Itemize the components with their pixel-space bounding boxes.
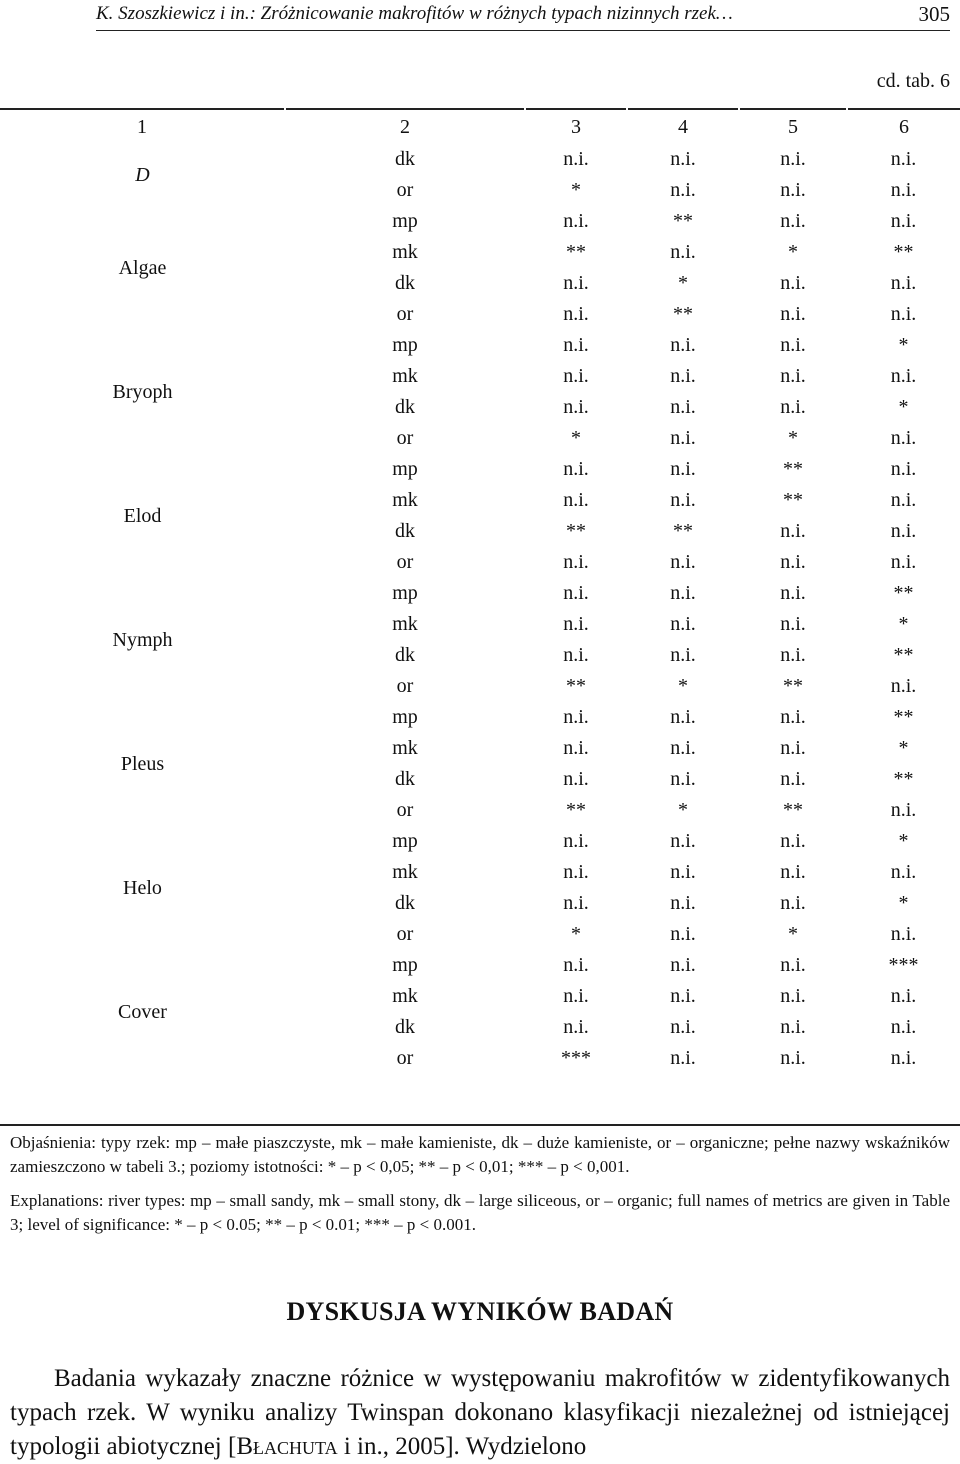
significance-cell: n.i. xyxy=(563,892,589,914)
significance-cell: n.i. xyxy=(670,148,696,170)
significance-cell: n.i. xyxy=(670,551,696,573)
significance-cell: * xyxy=(898,737,909,759)
significance-cell: ** xyxy=(783,458,803,480)
significance-cell: n.i. xyxy=(780,148,806,170)
significance-cell: * xyxy=(678,272,688,294)
significance-cell: ** xyxy=(893,582,914,604)
column-header: 2 xyxy=(285,109,525,144)
river-type-cell: mk xyxy=(392,861,418,883)
table-row xyxy=(0,330,960,361)
significance-cell: * xyxy=(898,613,909,635)
significance-cell: n.i. xyxy=(670,1047,696,1069)
significance-cell: n.i. xyxy=(563,396,589,418)
significance-cell: * xyxy=(788,241,798,263)
significance-cell: n.i. xyxy=(890,179,917,201)
significance-cell: n.i. xyxy=(780,737,806,759)
significance-cell: n.i. xyxy=(780,303,806,325)
significance-cell: n.i. xyxy=(890,365,917,387)
significance-cell: n.i. xyxy=(780,365,806,387)
significance-cell: n.i. xyxy=(890,148,917,170)
significance-cell: n.i. xyxy=(563,582,589,604)
significance-cell: n.i. xyxy=(563,365,589,387)
significance-table xyxy=(0,108,960,1074)
significance-cell: n.i. xyxy=(670,334,696,356)
table-row xyxy=(0,454,960,485)
river-type-cell: dk xyxy=(395,768,415,790)
significance-cell: * xyxy=(788,427,798,449)
river-type-cell: or xyxy=(396,1047,414,1069)
significance-cell: * xyxy=(678,799,688,821)
significance-cell: n.i. xyxy=(890,985,917,1007)
paragraph-text-end: i in., 2005]. Wydzielono xyxy=(337,1433,587,1460)
page-number: 305 xyxy=(918,2,950,26)
significance-cell: n.i. xyxy=(563,334,589,356)
table-row xyxy=(0,578,960,609)
river-type-cell: mk xyxy=(392,365,418,387)
significance-cell: n.i. xyxy=(563,1016,589,1038)
significance-cell: * xyxy=(571,923,581,945)
river-type-cell: mk xyxy=(392,489,418,511)
significance-cell: n.i. xyxy=(670,458,696,480)
significance-cell: * xyxy=(898,334,909,356)
significance-cell: ** xyxy=(893,644,914,666)
significance-cell: n.i. xyxy=(563,954,589,976)
significance-cell: ** xyxy=(783,489,803,511)
significance-cell: n.i. xyxy=(890,489,917,511)
significance-cell: n.i. xyxy=(563,210,589,232)
significance-cell: ** xyxy=(673,303,693,325)
table-row xyxy=(0,702,960,733)
significance-cell: n.i. xyxy=(563,830,589,852)
body-paragraph xyxy=(10,1362,950,1464)
running-title: K. Szoszkiewicz i in.: Zróżnicowanie makrofitów w różnych typach nizinnych rzek… xyxy=(96,3,733,24)
significance-cell: n.i. xyxy=(780,830,806,852)
significance-cell: * xyxy=(571,179,581,201)
significance-cell: n.i. xyxy=(563,613,589,635)
river-type-cell: or xyxy=(396,675,414,697)
significance-cell: n.i. xyxy=(563,458,589,480)
significance-cell: n.i. xyxy=(780,892,806,914)
significance-cell: ** xyxy=(893,241,914,263)
significance-cell: n.i. xyxy=(780,861,806,883)
significance-cell: * xyxy=(571,427,581,449)
paragraph-text: Badania wykazały znaczne różnice w występowaniu makrofitów w zidentyfikowanych typach rzek. W wyniku analizy Twinspan dokonano klasyfikacji niezależnej od istniejącej typologii abiotycznej [ xyxy=(10,1365,950,1460)
table-row xyxy=(0,144,960,175)
significance-cell: n.i. xyxy=(670,768,696,790)
river-type-cell: mp xyxy=(392,458,418,480)
river-type-cell: dk xyxy=(395,148,415,170)
significance-cell: n.i. xyxy=(670,737,696,759)
significance-cell: ** xyxy=(566,520,586,542)
river-type-cell: mp xyxy=(392,210,418,232)
river-type-cell: or xyxy=(396,923,414,945)
significance-cell: n.i. xyxy=(780,768,806,790)
significance-cell: n.i. xyxy=(890,799,917,821)
table-continuation-label: cd. tab. 6 xyxy=(876,70,950,92)
significance-cell: ** xyxy=(566,799,586,821)
table-note-english: Explanations: river types: mp – small sandy, mk – small stony, dk – large siliceous, or – organic; full names of metrics are given in Table 3; level of significance: * – p < 0.05; ** – p < 0.01; *** – p < 0.001. xyxy=(10,1191,950,1234)
significance-cell: n.i. xyxy=(670,892,696,914)
significance-cell: n.i. xyxy=(563,551,589,573)
river-type-cell: or xyxy=(396,551,414,573)
river-type-cell: mp xyxy=(392,334,418,356)
significance-cell: n.i. xyxy=(890,427,917,449)
group-label: Helo xyxy=(123,876,162,899)
significance-cell: n.i. xyxy=(670,489,696,511)
significance-cell: n.i. xyxy=(563,861,589,883)
significance-cell: ** xyxy=(783,799,803,821)
significance-cell: n.i. xyxy=(780,985,806,1007)
column-header: 1 xyxy=(0,109,285,144)
significance-cell: n.i. xyxy=(563,272,589,294)
river-type-cell: dk xyxy=(395,892,415,914)
significance-cell: ** xyxy=(673,520,693,542)
group-label: D xyxy=(135,163,150,186)
significance-cell: n.i. xyxy=(780,1016,806,1038)
river-type-cell: mp xyxy=(392,706,418,728)
significance-cell: n.i. xyxy=(670,241,696,263)
significance-cell: ** xyxy=(673,210,693,232)
section-heading: DYSKUSJA WYNIKÓW BADAŃ xyxy=(286,1297,674,1326)
group-label: Pleus xyxy=(120,752,165,775)
river-type-cell: mk xyxy=(392,985,418,1007)
significance-cell: *** xyxy=(561,1047,591,1069)
significance-cell: n.i. xyxy=(890,1016,917,1038)
river-type-cell: dk xyxy=(395,396,415,418)
significance-cell: n.i. xyxy=(563,644,589,666)
column-header: 4 xyxy=(627,109,739,144)
significance-cell: n.i. xyxy=(563,489,589,511)
significance-cell: n.i. xyxy=(780,272,806,294)
significance-cell: n.i. xyxy=(890,1047,917,1069)
river-type-cell: or xyxy=(396,179,414,201)
significance-cell: n.i. xyxy=(890,210,917,232)
group-label: Nymph xyxy=(112,628,173,651)
significance-cell: n.i. xyxy=(780,706,806,728)
significance-cell: n.i. xyxy=(890,272,917,294)
group-label: Bryoph xyxy=(112,380,173,403)
significance-cell: n.i. xyxy=(890,520,917,542)
significance-cell: n.i. xyxy=(563,148,589,170)
river-type-cell: mp xyxy=(392,830,418,852)
significance-cell: n.i. xyxy=(780,954,806,976)
significance-cell: n.i. xyxy=(780,1047,806,1069)
column-header: 5 xyxy=(739,109,847,144)
river-type-cell: mp xyxy=(392,954,418,976)
table-row xyxy=(0,206,960,237)
river-type-cell: mp xyxy=(392,582,418,604)
significance-cell: n.i. xyxy=(890,551,917,573)
significance-cell: n.i. xyxy=(670,830,696,852)
significance-cell: n.i. xyxy=(780,613,806,635)
significance-cell: n.i. xyxy=(670,427,696,449)
river-type-cell: or xyxy=(396,799,414,821)
river-type-cell: mk xyxy=(392,613,418,635)
group-label: Algae xyxy=(118,256,167,279)
significance-cell: n.i. xyxy=(670,1016,696,1038)
significance-cell: * xyxy=(898,396,909,418)
table-note-polish: Objaśnienia: typy rzek: mp – małe piaszczyste, mk – małe kamieniste, dk – duże kamieniste, or – organiczne; pełne nazwy wskaźników zamieszczono w tabeli 3.; poziomy istotności: * – p < 0,05; ** – p < 0,01; *** – p < 0,001. xyxy=(10,1133,950,1176)
significance-cell: n.i. xyxy=(670,365,696,387)
river-type-cell: mk xyxy=(392,737,418,759)
significance-cell: n.i. xyxy=(780,582,806,604)
river-type-cell: dk xyxy=(395,644,415,666)
river-type-cell: mk xyxy=(392,241,418,263)
significance-cell: * xyxy=(788,923,798,945)
citation-author: Błachuta xyxy=(236,1433,338,1460)
significance-cell: n.i. xyxy=(670,923,696,945)
significance-cell: n.i. xyxy=(890,303,917,325)
significance-cell: n.i. xyxy=(670,179,696,201)
river-type-cell: or xyxy=(396,427,414,449)
column-header: 6 xyxy=(847,109,960,144)
river-type-cell: or xyxy=(396,303,414,325)
significance-cell: ** xyxy=(893,768,914,790)
significance-cell: *** xyxy=(888,954,919,976)
significance-cell: n.i. xyxy=(780,551,806,573)
river-type-cell: dk xyxy=(395,1016,415,1038)
significance-cell: n.i. xyxy=(670,613,696,635)
significance-cell: n.i. xyxy=(563,768,589,790)
river-type-cell: dk xyxy=(395,272,415,294)
significance-cell: n.i. xyxy=(670,985,696,1007)
significance-cell: n.i. xyxy=(670,954,696,976)
significance-cell: ** xyxy=(783,675,803,697)
significance-cell: * xyxy=(678,675,688,697)
column-header: 3 xyxy=(525,109,627,144)
significance-cell: n.i. xyxy=(670,396,696,418)
significance-cell: n.i. xyxy=(890,458,917,480)
significance-cell: n.i. xyxy=(890,861,917,883)
significance-cell: n.i. xyxy=(780,179,806,201)
significance-cell: * xyxy=(898,892,909,914)
table-row xyxy=(0,950,960,981)
significance-cell: ** xyxy=(893,706,914,728)
significance-cell: n.i. xyxy=(780,210,806,232)
running-header xyxy=(96,0,950,31)
group-label: Cover xyxy=(118,1000,167,1023)
significance-cell: n.i. xyxy=(780,396,806,418)
river-type-cell: dk xyxy=(395,520,415,542)
significance-cell: n.i. xyxy=(670,861,696,883)
significance-cell: n.i. xyxy=(780,334,806,356)
table-body xyxy=(0,144,960,1074)
significance-cell: n.i. xyxy=(670,706,696,728)
significance-cell: ** xyxy=(566,675,586,697)
table-header-row xyxy=(0,109,960,144)
significance-cell: n.i. xyxy=(670,644,696,666)
significance-cell: n.i. xyxy=(780,520,806,542)
significance-cell: ** xyxy=(566,241,586,263)
significance-cell: n.i. xyxy=(563,706,589,728)
significance-cell: n.i. xyxy=(780,644,806,666)
significance-cell: n.i. xyxy=(563,737,589,759)
significance-cell: n.i. xyxy=(670,582,696,604)
group-label: Elod xyxy=(123,504,162,527)
significance-cell: n.i. xyxy=(890,675,917,697)
table-row xyxy=(0,826,960,857)
significance-cell: n.i. xyxy=(563,303,589,325)
significance-cell: n.i. xyxy=(890,923,917,945)
significance-cell: * xyxy=(898,830,909,852)
significance-cell: n.i. xyxy=(563,985,589,1007)
table-bottom-rule xyxy=(0,1124,960,1126)
